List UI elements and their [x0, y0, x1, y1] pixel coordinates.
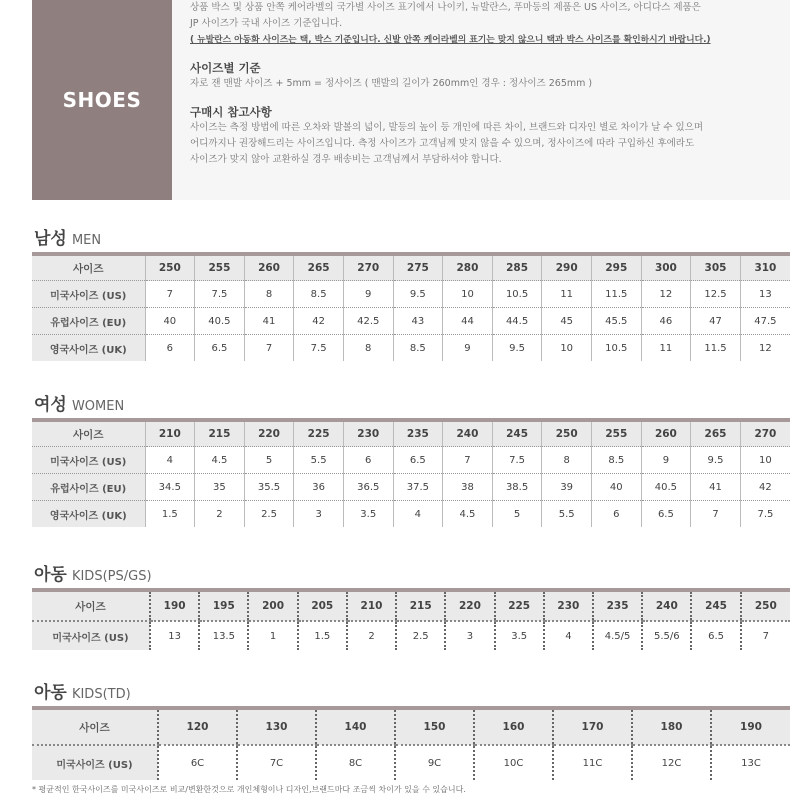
size-cell: 265: [691, 420, 741, 447]
size-cell: 7.5: [294, 335, 344, 362]
size-cell: 2.5: [396, 621, 445, 650]
size-cell: 10.5: [591, 335, 641, 362]
size-cell: 11.5: [591, 281, 641, 308]
size-cell: 36: [294, 474, 344, 501]
table-row: [32, 590, 790, 621]
purchase-notes-text: 사이즈는 측정 방법에 따른 오차와 발볼의 넓이, 발등의 높이 등 개인에 따른 차이, 브랜드와 디자인 별로 차이가 날 수 있으며: [190, 122, 704, 133]
size-cell: 6C: [158, 745, 237, 780]
size-cell: 8: [542, 447, 592, 474]
section-title: [34, 678, 131, 703]
size-cell: 12: [641, 281, 691, 308]
size-cell: 11: [542, 281, 592, 308]
section-title-ko: 남성: [34, 229, 67, 249]
size-table-women: [32, 418, 790, 527]
size-cell: 6: [343, 447, 393, 474]
size-cell: 4: [544, 621, 593, 650]
section-title-en: MEN: [71, 233, 102, 248]
size-cell: 13: [740, 281, 790, 308]
size-cell: 40.5: [641, 474, 691, 501]
size-cell: 245: [492, 420, 542, 447]
size-cell: 270: [740, 420, 790, 447]
size-cell: 140: [316, 708, 395, 745]
row-label: 미국사이즈 (US): [32, 447, 145, 474]
brand-title: SHOES: [62, 88, 142, 112]
purchase-notes-text: 사이즈가 맞지 않아 교환하실 경우 배송비는 고객님께서 부담하셔야 합니다.: [190, 154, 502, 165]
size-cell: 210: [145, 420, 195, 447]
size-cell: 5.5: [294, 447, 344, 474]
size-cell: 215: [396, 590, 445, 621]
section-title-ko: 아동: [34, 565, 67, 585]
size-cell: 1: [248, 621, 297, 650]
size-cell: 180: [632, 708, 711, 745]
size-cell: 9.5: [492, 335, 542, 362]
size-cell: 240: [642, 590, 691, 621]
size-cell: 13: [150, 621, 199, 650]
size-cell: 240: [443, 420, 493, 447]
section-title-en: KIDS(TD): [71, 687, 131, 702]
size-cell: 8: [244, 281, 294, 308]
row-label: 사이즈: [32, 708, 158, 745]
size-cell: 9.5: [691, 447, 741, 474]
size-cell: 10: [542, 335, 592, 362]
size-cell: 6.5: [393, 447, 443, 474]
size-cell: 6.5: [691, 621, 740, 650]
size-cell: 260: [641, 420, 691, 447]
section-title-en: KIDS(PS/GS): [71, 569, 152, 584]
size-cell: 310: [740, 254, 790, 281]
size-cell: 11: [641, 335, 691, 362]
size-cell: 8.5: [393, 335, 443, 362]
size-cell: 230: [343, 420, 393, 447]
size-cell: 8: [343, 335, 393, 362]
size-cell: 275: [393, 254, 443, 281]
size-cell: 7: [145, 281, 195, 308]
size-cell: 12C: [632, 745, 711, 780]
size-cell: 200: [248, 590, 297, 621]
size-cell: 130: [237, 708, 316, 745]
size-cell: 47: [691, 308, 741, 335]
size-cell: 220: [244, 420, 294, 447]
row-label: 사이즈: [32, 590, 150, 621]
size-cell: 225: [294, 420, 344, 447]
table-row: [32, 281, 790, 308]
section-title-ko: 여성: [34, 395, 67, 415]
size-cell: 34.5: [145, 474, 195, 501]
size-cell: 9C: [395, 745, 474, 780]
table-row: [32, 621, 790, 650]
size-cell: 2.5: [244, 501, 294, 528]
size-cell: 3: [445, 621, 494, 650]
size-cell: 305: [691, 254, 741, 281]
size-cell: 40: [145, 308, 195, 335]
size-cell: 38: [443, 474, 493, 501]
size-cell: 210: [347, 590, 396, 621]
section-title: [34, 390, 124, 415]
info-notice: ( 뉴발란스 아동화 사이즈는 택, 박스 기준입니다. 신발 안쪽 케어라벨의 표기는 맞지 않으니 택과 박스 사이즈를 확인하시기 바랍니다.): [190, 35, 711, 45]
size-criteria-heading: 사이즈별 기준: [190, 61, 261, 75]
table-row: [32, 745, 790, 780]
size-cell: 9: [443, 335, 493, 362]
size-cell: 280: [443, 254, 493, 281]
size-cell: 3.5: [495, 621, 544, 650]
row-label: 미국사이즈 (US): [32, 621, 150, 650]
size-cell: 42: [294, 308, 344, 335]
size-cell: 6: [591, 501, 641, 528]
size-criteria-text: 자로 잰 맨발 사이즈 + 5mm = 정사이즈 ( 맨발의 길이가 260mm인 경우 : 정사이즈 265mm ): [190, 78, 593, 89]
row-label: 영국사이즈 (UK): [32, 501, 145, 528]
size-cell: 215: [195, 420, 245, 447]
purchase-notes-text: 어디까지나 권장해드리는 사이즈입니다. 측정 사이즈가 고객님께 맞지 않을 수 있으며, 정사이즈에 따라 구입하신 후에라도: [190, 138, 695, 149]
size-cell: 7: [244, 335, 294, 362]
size-cell: 37.5: [393, 474, 443, 501]
footnote: * 평균적인 한국사이즈를 미국사이즈로 비교/변환한것으로 개인체형이나 디자인,브랜드마다 조금씩 차이가 있을 수 있습니다.: [32, 785, 466, 794]
info-panel: [172, 0, 790, 200]
size-cell: 7: [443, 447, 493, 474]
size-cell: 46: [641, 308, 691, 335]
table-row: [32, 254, 790, 281]
size-cell: 3.5: [343, 501, 393, 528]
size-cell: 295: [591, 254, 641, 281]
size-cell: 13C: [711, 745, 790, 780]
size-cell: 12: [740, 335, 790, 362]
size-cell: 2: [347, 621, 396, 650]
size-cell: 235: [393, 420, 443, 447]
table-row: [32, 308, 790, 335]
size-cell: 245: [691, 590, 740, 621]
size-cell: 235: [593, 590, 642, 621]
size-cell: 1.5: [298, 621, 347, 650]
size-cell: 4: [145, 447, 195, 474]
size-cell: 250: [741, 590, 790, 621]
table-row: [32, 420, 790, 447]
size-cell: 10: [443, 281, 493, 308]
size-cell: 5.5: [542, 501, 592, 528]
row-label: 유럽사이즈 (EU): [32, 474, 145, 501]
size-cell: 270: [343, 254, 393, 281]
size-cell: 8.5: [591, 447, 641, 474]
size-cell: 41: [691, 474, 741, 501]
size-cell: 6.5: [195, 335, 245, 362]
size-cell: 290: [542, 254, 592, 281]
size-cell: 8.5: [294, 281, 344, 308]
size-table-kidstd: [32, 706, 790, 780]
size-cell: 36.5: [343, 474, 393, 501]
size-cell: 7.5: [195, 281, 245, 308]
size-cell: 5.5/6: [642, 621, 691, 650]
row-label: 미국사이즈 (US): [32, 745, 158, 780]
size-cell: 11.5: [691, 335, 741, 362]
size-cell: 10C: [474, 745, 553, 780]
size-cell: 285: [492, 254, 542, 281]
table-row: [32, 501, 790, 528]
size-cell: 47.5: [740, 308, 790, 335]
size-cell: 40: [591, 474, 641, 501]
size-table-men: [32, 252, 790, 361]
size-cell: 7: [691, 501, 741, 528]
size-cell: 300: [641, 254, 691, 281]
info-line: 상품 박스 및 상품 안쪽 케어라벨의 국가별 사이즈 표기에서 나이키, 뉴발란스, 푸마등의 제품은 US 사이즈, 아디다스 제품은: [190, 2, 701, 13]
size-cell: 40.5: [195, 308, 245, 335]
size-cell: 120: [158, 708, 237, 745]
size-cell: 7C: [237, 745, 316, 780]
size-cell: 35.5: [244, 474, 294, 501]
size-cell: 39: [542, 474, 592, 501]
section-title: [34, 224, 101, 249]
size-cell: 4.5/5: [593, 621, 642, 650]
size-cell: 41: [244, 308, 294, 335]
size-cell: 230: [544, 590, 593, 621]
size-cell: 170: [553, 708, 632, 745]
size-cell: 160: [474, 708, 553, 745]
size-cell: 45.5: [591, 308, 641, 335]
size-cell: 250: [145, 254, 195, 281]
size-cell: 6: [145, 335, 195, 362]
size-cell: 4: [393, 501, 443, 528]
size-cell: 7.5: [492, 447, 542, 474]
size-cell: 7: [741, 621, 790, 650]
size-cell: 6.5: [641, 501, 691, 528]
size-cell: 44.5: [492, 308, 542, 335]
size-cell: 255: [195, 254, 245, 281]
size-cell: 10.5: [492, 281, 542, 308]
size-cell: 11C: [553, 745, 632, 780]
row-label: 사이즈: [32, 254, 145, 281]
size-cell: 43: [393, 308, 443, 335]
size-cell: 255: [591, 420, 641, 447]
table-row: [32, 708, 790, 745]
size-cell: 220: [445, 590, 494, 621]
size-cell: 190: [150, 590, 199, 621]
shoes-banner: [32, 0, 172, 200]
info-line: JP 사이즈가 국내 사이즈 기준입니다.: [190, 18, 343, 29]
size-cell: 150: [395, 708, 474, 745]
size-cell: 9: [343, 281, 393, 308]
size-cell: 44: [443, 308, 493, 335]
size-cell: 4.5: [443, 501, 493, 528]
size-cell: 5: [244, 447, 294, 474]
size-cell: 35: [195, 474, 245, 501]
size-cell: 9: [641, 447, 691, 474]
table-row: [32, 474, 790, 501]
size-cell: 13.5: [199, 621, 248, 650]
size-cell: 225: [495, 590, 544, 621]
row-label: 영국사이즈 (UK): [32, 335, 145, 362]
purchase-notes-heading: 구매시 참고사항: [190, 105, 272, 119]
size-table-kidspsgs: [32, 588, 790, 650]
size-cell: 9.5: [393, 281, 443, 308]
section-title-ko: 아동: [34, 683, 67, 703]
size-cell: 3: [294, 501, 344, 528]
size-cell: 42: [740, 474, 790, 501]
section-title: [34, 560, 152, 585]
size-cell: 190: [711, 708, 790, 745]
table-row: [32, 447, 790, 474]
size-cell: 7.5: [740, 501, 790, 528]
table-row: [32, 335, 790, 362]
size-cell: 250: [542, 420, 592, 447]
row-label: 사이즈: [32, 420, 145, 447]
size-cell: 8C: [316, 745, 395, 780]
size-cell: 45: [542, 308, 592, 335]
size-cell: 2: [195, 501, 245, 528]
row-label: 미국사이즈 (US): [32, 281, 145, 308]
size-cell: 260: [244, 254, 294, 281]
size-cell: 4.5: [195, 447, 245, 474]
size-cell: 195: [199, 590, 248, 621]
section-title-en: WOMEN: [71, 399, 125, 414]
size-cell: 265: [294, 254, 344, 281]
size-cell: 38.5: [492, 474, 542, 501]
row-label: 유럽사이즈 (EU): [32, 308, 145, 335]
size-cell: 5: [492, 501, 542, 528]
size-cell: 10: [740, 447, 790, 474]
size-cell: 12.5: [691, 281, 741, 308]
size-cell: 42.5: [343, 308, 393, 335]
size-cell: 205: [298, 590, 347, 621]
size-cell: 1.5: [145, 501, 195, 528]
